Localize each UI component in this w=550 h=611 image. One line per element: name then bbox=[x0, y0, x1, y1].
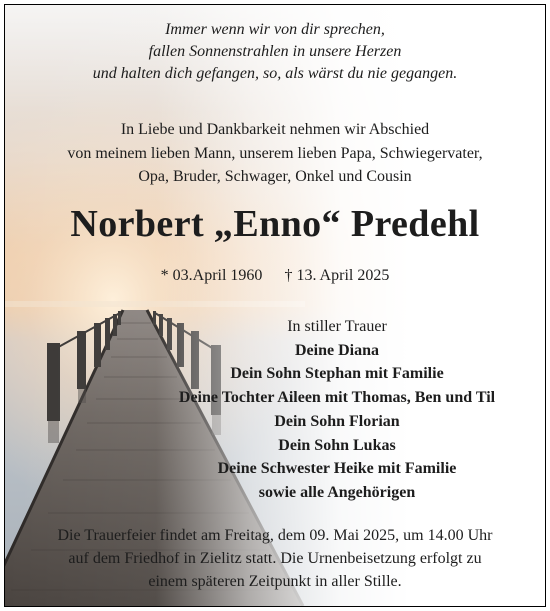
ceremony-line: auf dem Friedhof in Zielitz statt. Die Urnenbeisetzung erfolgt zu bbox=[68, 550, 482, 567]
death-date: † 13. April 2025 bbox=[284, 267, 390, 284]
farewell-intro bbox=[5, 118, 545, 189]
mourner-line: Dein Sohn Stephan mit Familie bbox=[230, 365, 444, 383]
birth-date: * 03.April 1960 bbox=[160, 267, 263, 284]
mourner-line: Deine Tochter Aileen mit Thomas, Ben und Til bbox=[178, 389, 496, 407]
obituary-notice bbox=[4, 4, 546, 607]
ceremony-line: Die Trauerfeier findet am Freitag, dem 09. Mai 2025, um 14.00 Uhr bbox=[57, 527, 493, 544]
verse-line: Immer wenn wir von dir sprechen, bbox=[165, 21, 385, 38]
life-dates bbox=[5, 265, 545, 287]
mourner-line: Deine Schwester Heike mit Familie bbox=[217, 460, 457, 478]
intro-line: Opa, Bruder, Schwager, Onkel und Cousin bbox=[138, 168, 412, 185]
mourner-line: Deine Diana bbox=[295, 341, 379, 359]
mourning-heading: In stiller Trauer bbox=[287, 318, 387, 335]
mourner-line: Dein Sohn Lukas bbox=[278, 436, 396, 454]
poem-verse bbox=[5, 19, 545, 85]
intro-line: In Liebe und Dankbarkeit nehmen wir Abschied bbox=[120, 121, 430, 138]
ceremony-line: einem späteren Zeitpunkt in aller Stille. bbox=[148, 573, 402, 590]
ceremony-info bbox=[5, 524, 545, 593]
mourner-line: sowie alle Angehörigen bbox=[258, 483, 416, 501]
deceased-name: Norbert „Enno“ Predehl bbox=[70, 203, 480, 245]
mourners-list bbox=[67, 315, 546, 505]
verse-line: fallen Sonnenstrahlen in unsere Herzen bbox=[148, 43, 402, 60]
intro-line: von meinem lieben Mann, unserem lieben Papa, Schwiegervater, bbox=[67, 144, 483, 162]
verse-line: und halten dich gefangen, so, als wärst du nie gegangen. bbox=[92, 65, 458, 82]
mourner-line: Dein Sohn Florian bbox=[274, 412, 400, 430]
